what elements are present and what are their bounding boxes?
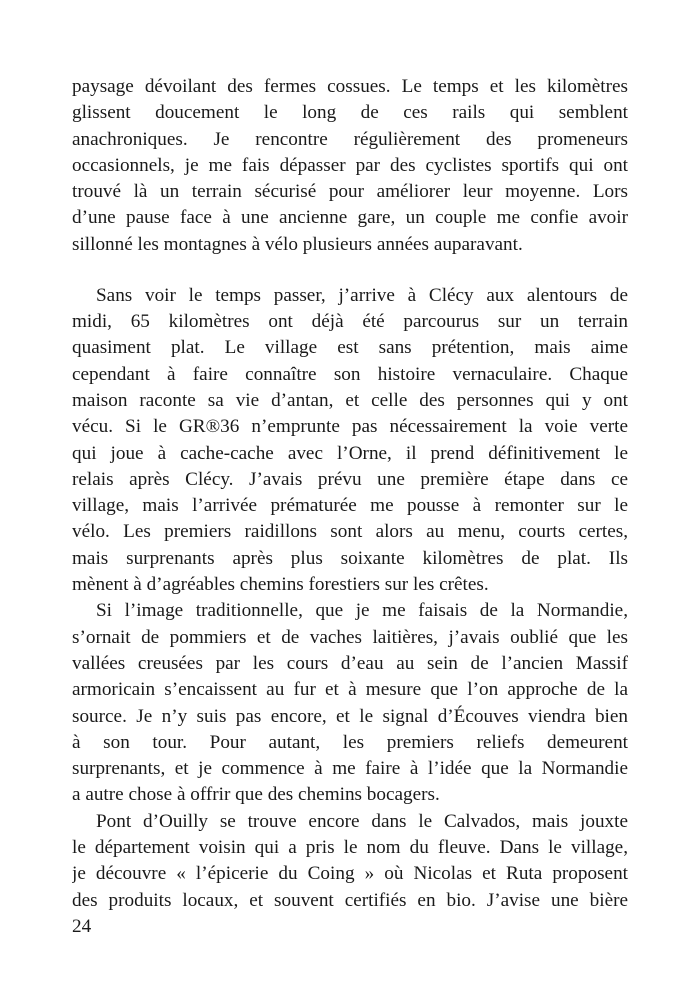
text-line: village, mais l’arrivée prématurée me pousse à remonter sur le <box>72 495 628 517</box>
text-line: Sans voir le temps passer, j’arrive à Clécy aux alentours de <box>96 284 628 306</box>
page-number: 24 <box>72 915 92 937</box>
text-line: à son tour. Pour autant, les premiers reliefs demeurent <box>72 731 628 753</box>
text-line: source. Je n’y suis pas encore, et le signal d’Écouves viendra bien <box>72 705 628 727</box>
text-line: qui joue à cache-cache avec l’Orne, il prend définitivement le <box>72 442 628 464</box>
paragraph-4 <box>72 809 628 914</box>
text-line: occasionnels, je me fais dépasser par des cyclistes sportifs qui ont <box>72 154 628 176</box>
text-line: vécu. Si le GR®36 n’emprunte pas nécessairement la voie verte <box>72 416 628 438</box>
text-line: a autre chose à offrir que des chemins bocagers. <box>72 784 440 806</box>
text-line: surprenants, et je commence à me faire à l’idée que la Normandie <box>72 758 628 780</box>
paragraph-1 <box>72 74 628 258</box>
text-line: midi, 65 kilomètres ont déjà été parcourus sur un terrain <box>72 311 628 333</box>
text-line: paysage dévoilant des fermes cossues. Le temps et les kilomètres <box>72 76 628 97</box>
text-line: armoricain s’encaissent au fur et à mesure que l’on approche de la <box>72 679 628 701</box>
text-line: sillonné les montagnes à vélo plusieurs années auparavant. <box>72 233 523 255</box>
text-line: quasiment plat. Le village est sans prétention, mais aime <box>72 337 628 359</box>
text-line: des produits locaux, et souvent certifiés en bio. J’avise une bière <box>72 889 628 911</box>
text-line: cependant à faire connaître son histoire vernaculaire. Chaque <box>72 363 628 385</box>
text-line: s’ornait de pommiers et de vaches laitières, j’avais oublié que les <box>72 626 628 648</box>
text-line: maison raconte sa vie d’antan, et celle des personnes qui y ont <box>72 389 628 411</box>
text-line: Si l’image traditionnelle, que je me faisais de la Normandie, <box>96 600 628 622</box>
text-line: trouvé là un terrain sécurisé pour améliorer leur moyenne. Lors <box>72 181 628 203</box>
text-line: vallées creusées par les cours d’eau au sein de l’ancien Massif <box>72 652 628 674</box>
text-line: je découvre « l’épicerie du Coing » où Nicolas et Ruta proposent <box>72 863 628 885</box>
book-page <box>72 74 628 940</box>
paragraph-2 <box>72 283 628 599</box>
text-line: d’une pause face à une ancienne gare, un couple me confie avoir <box>72 207 628 229</box>
text-line: glissent doucement le long de ces rails qui semblent <box>72 102 628 124</box>
paragraph-3 <box>72 598 628 808</box>
text-line: le département voisin qui a pris le nom du fleuve. Dans le village, <box>72 837 628 858</box>
text-line: mais surprenants après plus soixante kilomètres de plat. Ils <box>72 547 628 569</box>
text-line: anachroniques. Je rencontre régulièrement des promeneurs <box>72 128 628 150</box>
text-line: vélo. Les premiers raidillons sont alors au menu, courts certes, <box>72 521 628 543</box>
text-line: relais après Clécy. J’avais prévu une première étape dans ce <box>72 468 628 490</box>
text-line: Pont d’Ouilly se trouve encore dans le Calvados, mais jouxte <box>96 810 628 832</box>
text-line: mènent à d’agréables chemins forestiers sur les crêtes. <box>72 574 489 596</box>
